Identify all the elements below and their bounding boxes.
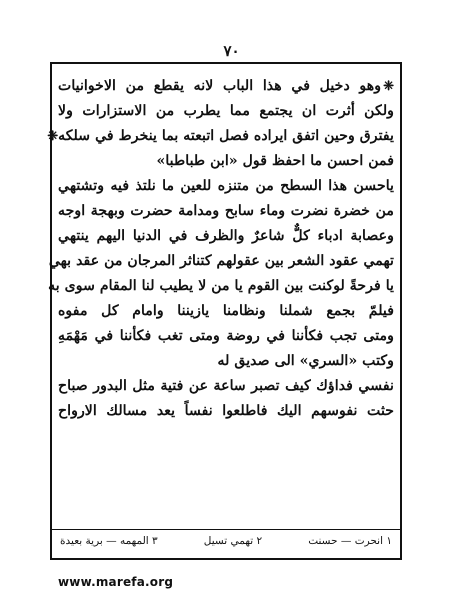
source-url: www.marefa.org [58,575,174,589]
body-text [47,74,394,424]
verse-line: ياحسن هذا السطح من متنزه للعين ما نلتذ فيه وتشتهي [58,178,394,194]
footnotes [60,535,392,547]
footnote-1: ١ انحرت — حسنت [308,535,392,547]
verse-line: من خضرة نضرت وماء سابح ومدامة حضرت وبهجة اوجه [58,203,394,219]
text-line: ❈وهو دخيل في هذا الباب لانه يقطع من الاخوانيات [58,78,394,94]
verse-line: حثت نفوسهم اليك فاطلعوا نفساً يعد مسالك الارواح [58,403,394,419]
text-line: وكتب «السري» الى صديق له [217,353,394,369]
text-line: يفترق وحين اتفق ايراده فصل اتبعته بما ينخرط في سلكه❈ [47,128,394,144]
verse-line: ومتى تجب فكأننا في روضة ومتى تغب فكأننا في مَهْمَهِ [58,328,394,344]
page-number: ٧٠ [223,42,240,60]
footnote-divider [52,529,400,530]
footnote-3: ٣ المهمه — برية بعيدة [60,535,158,547]
ornament-icon: ❈ [47,129,59,144]
ornament-icon: ❈ [383,79,394,94]
text-line: ولكن أثرت ان يجتمع مما يطرب من الاستزارات ولا [58,103,394,119]
verse-line: وعصابة ادباء كلٌّ شاعرٌ والظرف في الدنيا اليهم ينتهي [58,228,394,244]
footnote-2: ٢ تهمي تسيل [203,535,263,547]
verse-line: يا فرحةً لوكنت بين القوم يا من لا يطيب لنا المقام سوى به [48,278,394,294]
verse-line: تهمي عقود الشعر بين عقولهم كتناثر المرجان من عقد بهي [48,253,394,269]
page-frame [47,62,402,560]
verse-line: فيلمّ بجمع شملنا ونظامنا يازيننا وامام كل مفوه [58,303,394,319]
text-line: فمن احسن ما احفظ قول «ابن طباطبا» [156,153,394,169]
verse-line: نفسي فداؤك كيف تصبر ساعة عن فتية مثل البدور صباح [58,378,394,394]
